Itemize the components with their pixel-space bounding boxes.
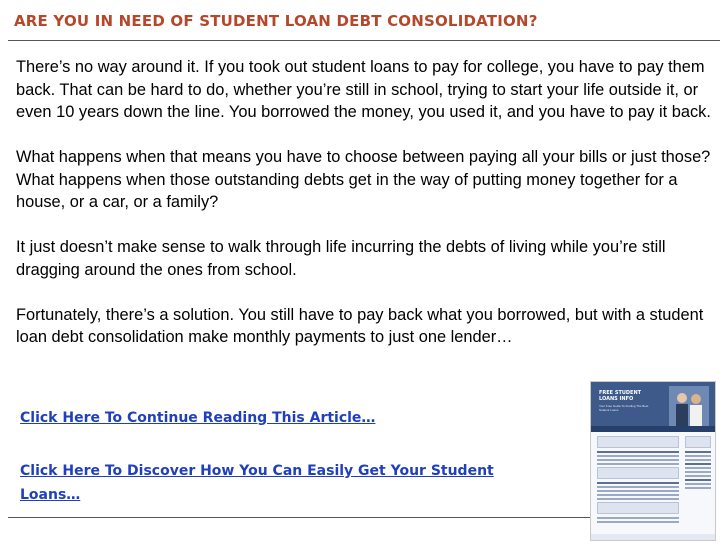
thumbnail-article-box bbox=[597, 467, 679, 479]
thumbnail-article-box bbox=[597, 436, 679, 448]
thumbnail-text-line bbox=[597, 490, 679, 492]
thumbnail-nav bbox=[591, 426, 715, 432]
thumbnail-sidebar bbox=[685, 436, 711, 491]
thumbnail-text-line bbox=[685, 467, 711, 469]
paragraph-2: What happens when that means you have to choose between paying all your bills or just those? What happens when those outstanding debts get in the way of putting money together for a house, or a car, or a family? bbox=[16, 148, 711, 211]
thumbnail-text-line bbox=[685, 455, 711, 457]
thumbnail-text-line bbox=[597, 494, 679, 496]
paragraph-4: Fortunately, there’s a solution. You still have to pay back what you borrowed, but with a student loan debt consolidation make monthly payments to just one lender… bbox=[16, 305, 704, 346]
thumbnail-article-box bbox=[597, 502, 679, 514]
continue-reading-link[interactable]: Click Here To Continue Reading This Article… bbox=[20, 410, 376, 426]
thumbnail-text-line bbox=[685, 451, 711, 453]
thumbnail-text-line bbox=[597, 482, 679, 484]
thumbnail-site-title: FREE STUDENT LOANS INFO bbox=[599, 390, 642, 402]
article-body bbox=[16, 56, 716, 371]
thumbnail-text-line bbox=[597, 451, 679, 453]
discover-loans-link[interactable]: Click Here To Discover How You Can Easily Get Your Student Loans… bbox=[20, 463, 494, 503]
thumbnail-tagline: Your Free Guide To Finding The Best Student Loans bbox=[599, 404, 649, 412]
paragraph-3: It just doesn’t make sense to walk through life incurring the debts of living while you’re still dragging around the ones from school. bbox=[16, 238, 666, 279]
thumbnail-text-line bbox=[597, 486, 679, 488]
thumbnail-text-line bbox=[597, 459, 679, 461]
paragraph-1: There’s no way around it. If you took out student loans to pay for college, you have to pay them back. That can be hard to do, whether you’re still in school, trying to start your life outside it, or even 10 years down the line. You borrowed the money, you used it, and you have to pay it back. bbox=[16, 58, 711, 121]
thumbnail-text-line bbox=[685, 483, 711, 485]
thumbnail-text-line bbox=[597, 455, 679, 457]
thumbnail-footer bbox=[591, 534, 715, 540]
thumbnail-main-content bbox=[597, 436, 679, 525]
thumbnail-text-line bbox=[597, 498, 679, 500]
thumbnail-text-line bbox=[597, 521, 679, 523]
top-divider bbox=[8, 40, 720, 41]
thumbnail-text-line bbox=[597, 463, 679, 465]
thumbnail-sidebar-box bbox=[685, 436, 711, 448]
website-thumbnail[interactable] bbox=[590, 381, 716, 541]
bottom-divider bbox=[8, 517, 590, 518]
thumbnail-text-line bbox=[685, 487, 711, 489]
thumbnail-text-line bbox=[685, 475, 711, 477]
thumbnail-text-line bbox=[685, 471, 711, 473]
article-title: ARE YOU IN NEED OF STUDENT LOAN DEBT CONSOLIDATION? bbox=[14, 12, 538, 30]
students-photo-icon bbox=[669, 386, 709, 426]
thumbnail-text-line bbox=[685, 459, 711, 461]
thumbnail-text-line bbox=[597, 517, 679, 519]
thumbnail-header bbox=[591, 382, 715, 426]
thumbnail-text-line bbox=[685, 479, 711, 481]
thumbnail-text-line bbox=[685, 463, 711, 465]
